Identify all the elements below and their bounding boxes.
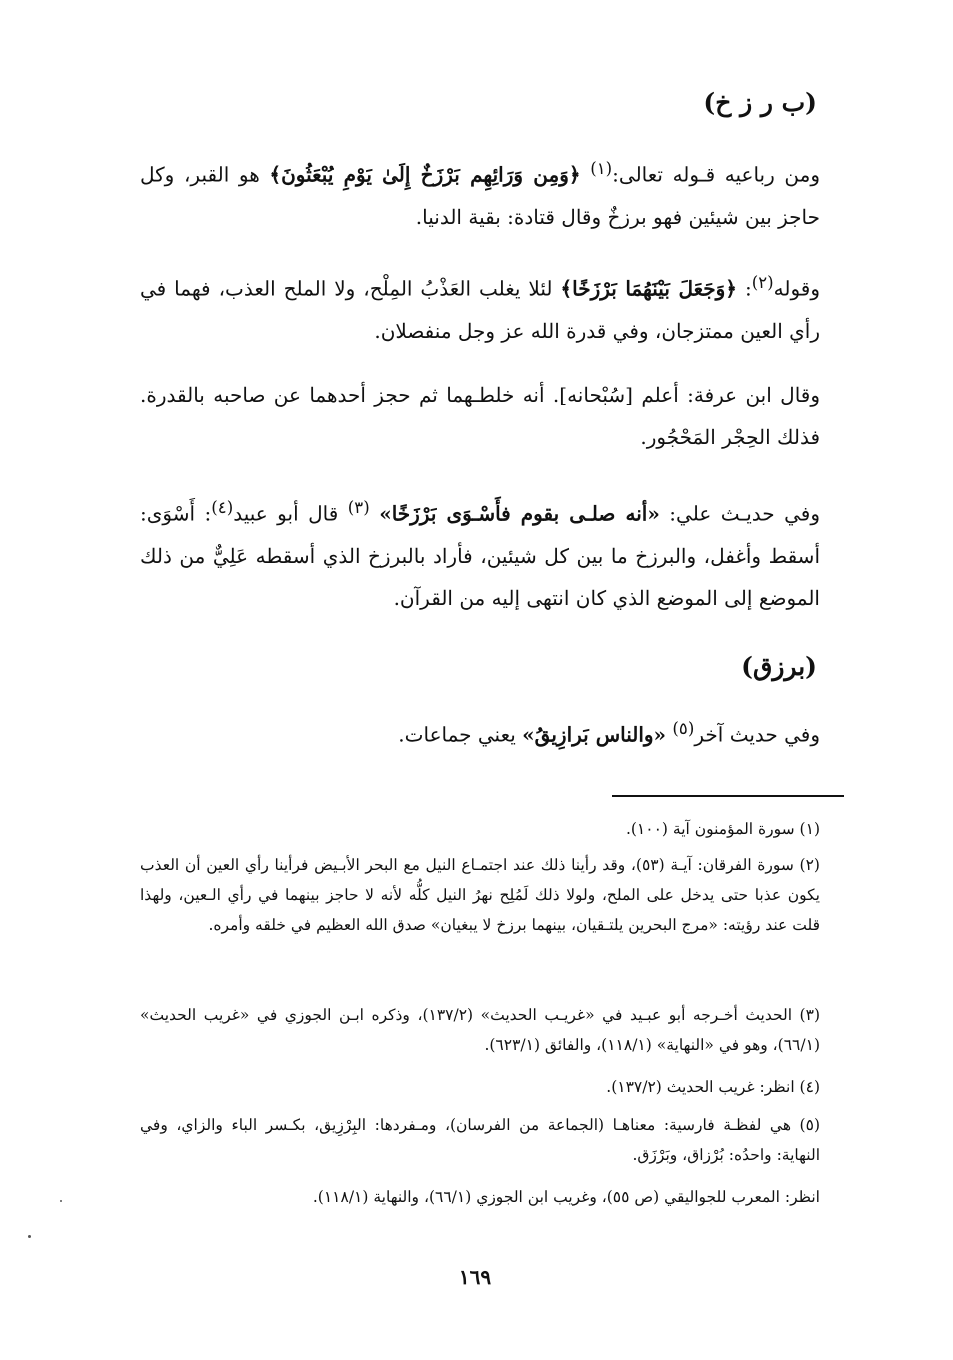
- paragraph-4: [140, 487, 820, 619]
- footnote-2: (٢) سورة الفرقان: آيـة (٥٣)، وقد رأينا ذلك عند اجتمـاع النيل مع البحر الأبـيض فرأينا رأي العين أن العذب يكون عذبا حتى يدخل على الملح، ولولا ذلك لَمُلِح نهرُ النيل كلُّه لأنه لا حاجز بينهما في رأي الـعين، ولهذا قلت عند رؤيته: «مرج البحرين يلتـقيان، بينهما برزخ لا يبغيان» صدق الله العظيم في خلقه وأمره.: [140, 856, 820, 934]
- paragraph-3-line1: وقال ابن عرفة: أعلم [سُبْحانه]. أنه خلطـهما ثم حجز أحدهما عن صاحبه: [213, 383, 821, 407]
- footnote-5-sources: انظر: المعرب للجواليقي (ص ٥٥)، وغريب ابن الجوزي (٦٦/١)، والنهاية (١١٨/١).: [312, 1188, 820, 1206]
- paragraph-1-end: هو القبر،: [183, 162, 260, 187]
- footnote-4: (٤) انظر: غريب الحديث (١٣٧/٢).: [606, 1078, 820, 1096]
- footnote-divider: [612, 795, 844, 797]
- paragraph-2-start: وقوله: [773, 276, 821, 301]
- footnote-ref-5: (٥): [672, 719, 695, 738]
- entry-heading-brzq: (برزق): [741, 652, 817, 681]
- hadith-quote-2: «والناس بَرازِيقُ»: [522, 722, 667, 747]
- paragraph-4-line2: أَسْوَى: أسقط وأغفل، والبرزخ ما بين كل شيئين، فأراد بالبرزخ الذي أسقطه: [140, 501, 820, 568]
- paragraph-5: [140, 708, 820, 756]
- quran-quote-1: ﴿وَمِن وَرَائِهِم بَرْزَخٌ إِلَىٰ يَوْمِ يُبْعَثُونَ﴾: [269, 162, 581, 187]
- scan-speck: [60, 1200, 62, 1202]
- quran-quote-2: ﴿وَجَعَلَ بَيْنَهُمَا بَرْزَخًا﴾: [560, 276, 737, 301]
- paragraph-2-line2: فهما في رأي العين ممتزجان، وفي قدرة الله عز وجل منفصلان.: [140, 276, 820, 343]
- paragraph-2-colon: :: [744, 276, 752, 301]
- entry-heading-brzkh: (ب ر ز خ): [703, 88, 817, 117]
- hadith-quote-1: «أنه صلـى بقوم فأَسْـوَى بَرْزَخًا»: [379, 501, 660, 526]
- paragraph-4-start: وفي حديـث علي:: [669, 501, 821, 526]
- paragraph-2-line1-end: لئلا يغلب العَذْبُ المِلْح، ولا الملح العذب،: [218, 276, 553, 301]
- paragraph-2: [140, 262, 820, 352]
- paragraph-4-colon: :: [204, 501, 212, 526]
- footnote-3: (٣) الحديث أخـرجه أبو عبـيد في «غريـب الحديث» (١٣٧/٢)، وذكره ابـن الجوزي في «غريب الحديث» (٦٦/١)، وهو في «النهاية» (١١٨/١)، والفائق (٦٢٣/١).: [140, 1006, 820, 1054]
- footnote-ref-4: (٤): [211, 498, 234, 517]
- page-number: ١٦٩: [458, 1265, 492, 1289]
- paragraph-5-end: يعني جماعات.: [398, 722, 516, 747]
- paragraph-1-start: ومن رباعيه قـوله تعالى:: [612, 162, 820, 187]
- paragraph-4-line3: عَلِيٌّ من ذلك الموضع إلى الموضع الذي كان انتهى إليه من القرآن.: [140, 543, 820, 610]
- footnote-ref-1: (١): [590, 159, 613, 178]
- footnote-1: (١) سورة المؤمنون آية (١٠٠).: [625, 820, 820, 838]
- footnote-ref-3: (٣): [347, 498, 370, 517]
- paragraph-1: [140, 148, 820, 238]
- paragraph-4-mid: قال أبو عبيد: [233, 501, 339, 526]
- footnote-5: (٥) هي لفظـة فارسية: معناهـا (الجماعة من الفرسان)، ومـفردها: البِرْزِيق، بكـسر الباء والزاي، وفي النهاية: واحدُه: بُرْزاق، وبَرْزَق.: [140, 1116, 820, 1164]
- paragraph-5-start: وفي حديث آخر: [694, 722, 820, 747]
- paragraph-3: [140, 374, 820, 458]
- scan-speck: [28, 1235, 31, 1238]
- paragraph-3-line2: بالقدرة. فذلك الحِجْر المَحْجُور.: [140, 383, 820, 449]
- paragraph-1-line2: وكل حاجز بين شيئين فهو برزخٌ وقال قتادة: بقية الدنيا.: [140, 162, 820, 229]
- footnote-ref-2: (٢): [751, 273, 774, 292]
